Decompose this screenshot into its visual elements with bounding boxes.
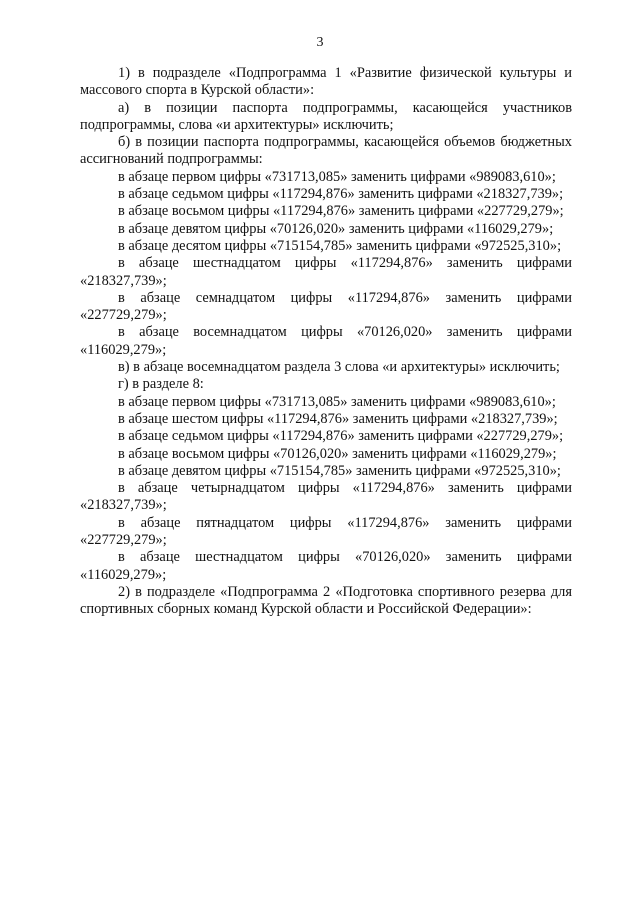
paragraph-amendment: в абзаце девятом цифры «70126,020» заменить цифрами «116029,279»;	[118, 220, 554, 237]
paragraph-amendment: в абзаце восьмом цифры «117294,876» заменить цифрами «227729,279»;	[118, 203, 564, 220]
paragraph-amendment: в абзаце шестом цифры «117294,876» заменить цифрами «218327,739»;	[118, 410, 558, 427]
paragraph-amendment: в абзаце восемнадцатом цифры «70126,020» заменить цифрами «116029,279»;	[80, 324, 572, 358]
paragraph-amendment: в абзаце шестнадцатом цифры «70126,020» заменить цифрами «116029,279»;	[80, 549, 572, 583]
paragraph-amendment: в абзаце шестнадцатом цифры «117294,876» заменить цифрами «218327,739»;	[80, 255, 572, 289]
paragraph-amendment: в абзаце пятнадцатом цифры «117294,876» заменить цифрами «227729,279»;	[80, 514, 572, 549]
page-number: 3	[316, 35, 324, 50]
paragraph-amendment: в абзаце первом цифры «731713,085» заменить цифрами «989083,610»;	[118, 168, 556, 185]
document-body	[80, 65, 572, 619]
paragraph-amendment: в абзаце восьмом цифры «70126,020» заменить цифрами «116029,279»;	[118, 445, 557, 462]
paragraph-amendment: в абзаце четырнадцатом цифры «117294,876» заменить цифрами «218327,739»;	[80, 480, 572, 514]
paragraph-amendment: в абзаце десятом цифры «715154,785» заменить цифрами «972525,310»;	[118, 237, 562, 254]
paragraph-item-b: б) в позиции паспорта подпрограммы, касающейся объемов бюджетных ассигнований подпрограммы:	[80, 134, 572, 168]
paragraph-item-a: а) в позиции паспорта подпрограммы, касающейся участников подпрограммы, слова «и архитектуры» исключить;	[80, 99, 572, 133]
paragraph-amendment: в абзаце седьмом цифры «117294,876» заменить цифрами «218327,739»;	[118, 186, 564, 203]
paragraph-subsection-1-heading: 1) в подразделе «Подпрограмма 1 «Развитие физической культуры и массового спорта в Курской области»:	[80, 65, 572, 99]
paragraph-amendment: в абзаце первом цифры «731713,085» заменить цифрами «989083,610»;	[118, 393, 556, 410]
paragraph-amendment: в абзаце девятом цифры «715154,785» заменить цифрами «972525,310»;	[118, 462, 561, 479]
paragraph-item-g: г) в разделе 8:	[118, 376, 204, 393]
paragraph-subsection-2-heading: 2) в подразделе «Подпрограмма 2 «Подготовка спортивного резерва для спортивных сборных команд Курской области и Российской Федерации»:	[80, 583, 572, 618]
paragraph-amendment: в абзаце семнадцатом цифры «117294,876» заменить цифрами «227729,279»;	[80, 289, 572, 324]
paragraph-item-v: в) в абзаце восемнадцатом раздела 3 слова «и архитектуры» исключить;	[118, 359, 560, 376]
paragraph-amendment: в абзаце седьмом цифры «117294,876» заменить цифрами «227729,279»;	[118, 428, 564, 445]
